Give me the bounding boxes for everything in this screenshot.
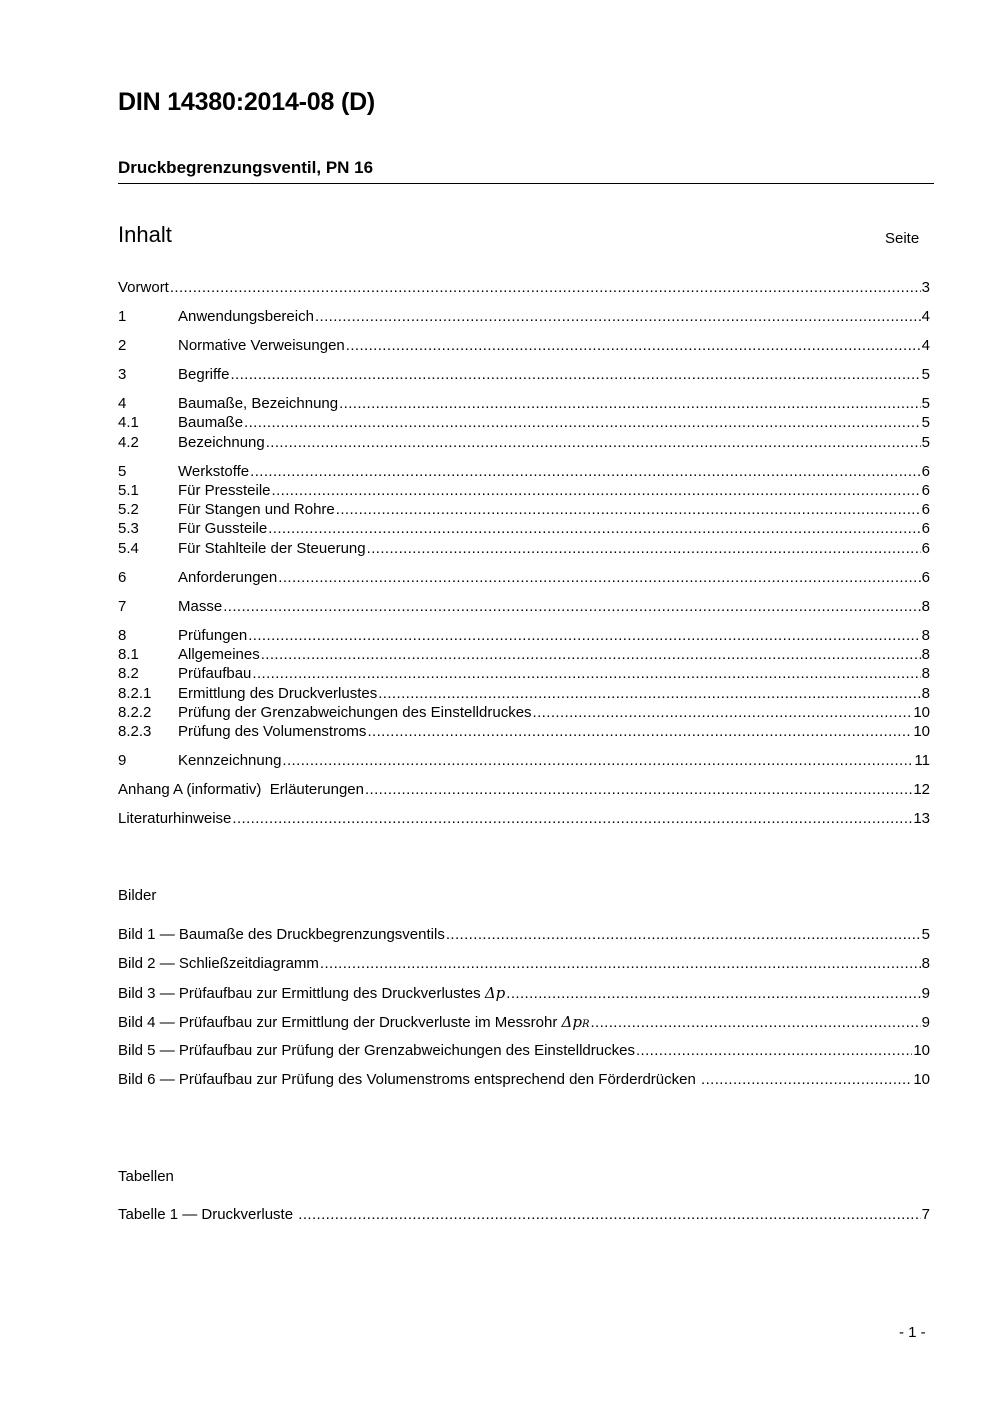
figure-entry-page: 9 <box>921 1014 930 1031</box>
toc-entry-page: 4 <box>921 337 930 354</box>
toc-entry-title: Für Stangen und Rohre <box>178 501 335 518</box>
toc-entry[interactable] <box>118 307 930 327</box>
toc-entry-title: Ermittlung des Druckverlustes <box>178 685 378 702</box>
toc-entry[interactable] <box>118 500 930 520</box>
toc-entry-number: 8.1 <box>118 646 139 663</box>
toc-entry-page: 6 <box>921 463 930 480</box>
toc-entry-number: 8 <box>118 627 127 644</box>
toc-entry[interactable] <box>118 597 930 617</box>
figure-entry-page: 9 <box>921 985 930 1002</box>
table-entry[interactable] <box>118 1205 930 1225</box>
toc-entry-title: Für Stahlteile der Steuerung <box>178 540 366 557</box>
toc-entry-number: 1 <box>118 308 127 325</box>
toc-entry[interactable] <box>118 645 930 665</box>
toc-entry-title: Prüfaufbau <box>178 665 252 682</box>
toc-entry[interactable] <box>118 703 930 723</box>
delta-p-symbol: Δp <box>561 1013 582 1031</box>
toc-entry-title: Begriffe <box>178 366 230 383</box>
toc-entry-title: Anhang A (informativ) Erläuterungen <box>118 781 364 798</box>
toc-entry[interactable] <box>118 519 930 539</box>
toc-entry-number: 6 <box>118 569 127 586</box>
toc-entry[interactable] <box>118 568 930 588</box>
toc-entry-number: 3 <box>118 366 127 383</box>
toc-entry-page: 5 <box>921 366 930 383</box>
toc-entry-page: 11 <box>914 752 930 769</box>
toc-entry-number: 5.2 <box>118 501 139 518</box>
toc-entry-number: 8.2.2 <box>118 704 152 721</box>
figure-entry[interactable] <box>118 1012 930 1032</box>
toc-entry-number: 5.3 <box>118 520 139 537</box>
toc-entry-number: 8.2 <box>118 665 139 682</box>
figure-entry[interactable] <box>118 925 930 945</box>
toc-entry[interactable] <box>118 336 930 356</box>
toc-entry-title: Prüfung der Grenzabweichungen des Einstelldruckes <box>178 704 532 721</box>
toc-entry-page: 3 <box>921 279 930 296</box>
toc-heading: Inhalt <box>118 222 172 247</box>
figure-entry-title: Bild 2 — Schließzeitdiagramm <box>118 955 319 972</box>
table-entry-page: 7 <box>921 1206 930 1223</box>
toc-entry-title: Allgemeines <box>178 646 260 663</box>
figure-entry[interactable] <box>118 1041 930 1061</box>
toc-entry-title: Prüfungen <box>178 627 248 644</box>
toc-entry-page: 6 <box>921 569 930 586</box>
toc-entry-number: 2 <box>118 337 127 354</box>
toc-entry-number: 9 <box>118 752 127 769</box>
figure-entry-page: 10 <box>913 1071 930 1088</box>
toc-entry-page: 8 <box>921 646 930 663</box>
toc-entry-page: 6 <box>921 482 930 499</box>
toc-entry-page: 8 <box>921 665 930 682</box>
figure-entry[interactable] <box>118 1070 930 1090</box>
toc-entry[interactable] <box>118 278 930 298</box>
toc-entry-title: Für Pressteile <box>178 482 271 499</box>
title-rule <box>118 183 934 184</box>
toc-entry-title: Literaturhinweise <box>118 810 232 827</box>
toc-entry-title: Werkstoffe <box>178 463 250 480</box>
figure-entry[interactable] <box>118 954 930 974</box>
figure-entry[interactable] <box>118 983 930 1003</box>
delta-p-subscript: R <box>581 1019 590 1030</box>
toc-entry[interactable] <box>118 365 930 385</box>
delta-p-symbol: Δp <box>484 984 506 1002</box>
toc-entry-number: 7 <box>118 598 127 615</box>
toc-entry[interactable] <box>118 684 930 704</box>
toc-page-column-label: Seite <box>885 230 920 247</box>
toc-entry[interactable] <box>118 664 930 684</box>
toc-entry[interactable] <box>118 481 930 501</box>
toc-entry-number: 4.2 <box>118 434 139 451</box>
figure-entry-title: Bild 1 — Baumaße des Druckbegrenzungsventils <box>118 926 445 943</box>
toc-entry-title: Baumaße <box>178 414 244 431</box>
figure-entry-title: Bild 6 — Prüfaufbau zur Prüfung des Volumenstroms entsprechend den Förderdrücken <box>118 1071 700 1088</box>
figure-entry-title: Bild 3 — Prüfaufbau zur Ermittlung des Druckverlustes <box>118 985 485 1002</box>
figure-entry-page: 5 <box>921 926 930 943</box>
toc-entry-page: 6 <box>921 520 930 537</box>
toc-entry[interactable] <box>118 751 930 771</box>
toc-entry-page: 13 <box>913 810 930 827</box>
toc-entry-page: 6 <box>921 540 930 557</box>
toc-entry-title: Normative Verweisungen <box>178 337 345 354</box>
toc-entry-page: 8 <box>921 685 930 702</box>
toc-entry-number: 8.2.3 <box>118 723 152 740</box>
toc-entry[interactable] <box>118 433 930 453</box>
toc-entry-number: 5.4 <box>118 540 139 557</box>
toc-entry-number: 5.1 <box>118 482 139 499</box>
toc-entry-title: Baumaße, Bezeichnung <box>178 395 339 412</box>
toc-entry[interactable] <box>118 780 930 800</box>
toc-entry[interactable] <box>118 462 930 482</box>
toc-entry[interactable] <box>118 809 930 829</box>
toc-entry[interactable] <box>118 394 930 414</box>
page-number: - 1 - <box>899 1324 926 1341</box>
table-entry-title: Tabelle 1 — Druckverluste <box>118 1206 298 1223</box>
toc-entry-page: 8 <box>921 598 930 615</box>
document-title: Druckbegrenzungsventil, PN 16 <box>118 158 374 177</box>
toc-entry-page: 12 <box>913 781 930 798</box>
toc-entry-title: Für Gussteile <box>178 520 268 537</box>
toc-entry[interactable] <box>118 413 930 433</box>
toc-entry-page: 10 <box>913 704 930 721</box>
figure-entry-title: Bild 4 — Prüfaufbau zur Ermittlung der Druckverluste im Messrohr <box>118 1014 562 1031</box>
figure-entry-title: Bild 5 — Prüfaufbau zur Prüfung der Grenzabweichungen des Einstelldruckes <box>118 1042 635 1059</box>
toc-entry-page: 5 <box>921 434 930 451</box>
toc-entry-title: Anforderungen <box>178 569 278 586</box>
toc-entry-title: Prüfung des Volumenstroms <box>178 723 367 740</box>
toc-entry[interactable] <box>118 722 930 742</box>
toc-entry-title: Bezeichnung <box>178 434 265 451</box>
toc-entry-page: 10 <box>913 723 930 740</box>
figure-entry-page: 10 <box>913 1042 930 1059</box>
toc-entry-page: 5 <box>921 395 930 412</box>
toc-entry[interactable] <box>118 539 930 559</box>
toc-entry-number: 8.2.1 <box>118 685 152 702</box>
figure-entry-page: 8 <box>921 955 930 972</box>
toc-entry[interactable] <box>118 626 930 646</box>
toc-entry-title: Anwendungsbereich <box>178 308 314 325</box>
figures-heading: Bilder <box>118 887 157 904</box>
toc-entry-title: Masse <box>178 598 223 615</box>
toc-entry-page: 5 <box>921 414 930 431</box>
toc-entry-number: 4 <box>118 395 127 412</box>
document-id: DIN 14380:2014-08 (D) <box>118 88 376 116</box>
toc-entry-title: Vorwort <box>118 279 169 296</box>
toc-entry-page: 4 <box>921 308 930 325</box>
toc-entry-title: Kennzeichnung <box>178 752 282 769</box>
toc-entry-number: 5 <box>118 463 127 480</box>
toc-entry-page: 8 <box>921 627 930 644</box>
toc-entry-page: 6 <box>921 501 930 518</box>
tables-heading: Tabellen <box>118 1168 174 1185</box>
toc-entry-number: 4.1 <box>118 414 139 431</box>
